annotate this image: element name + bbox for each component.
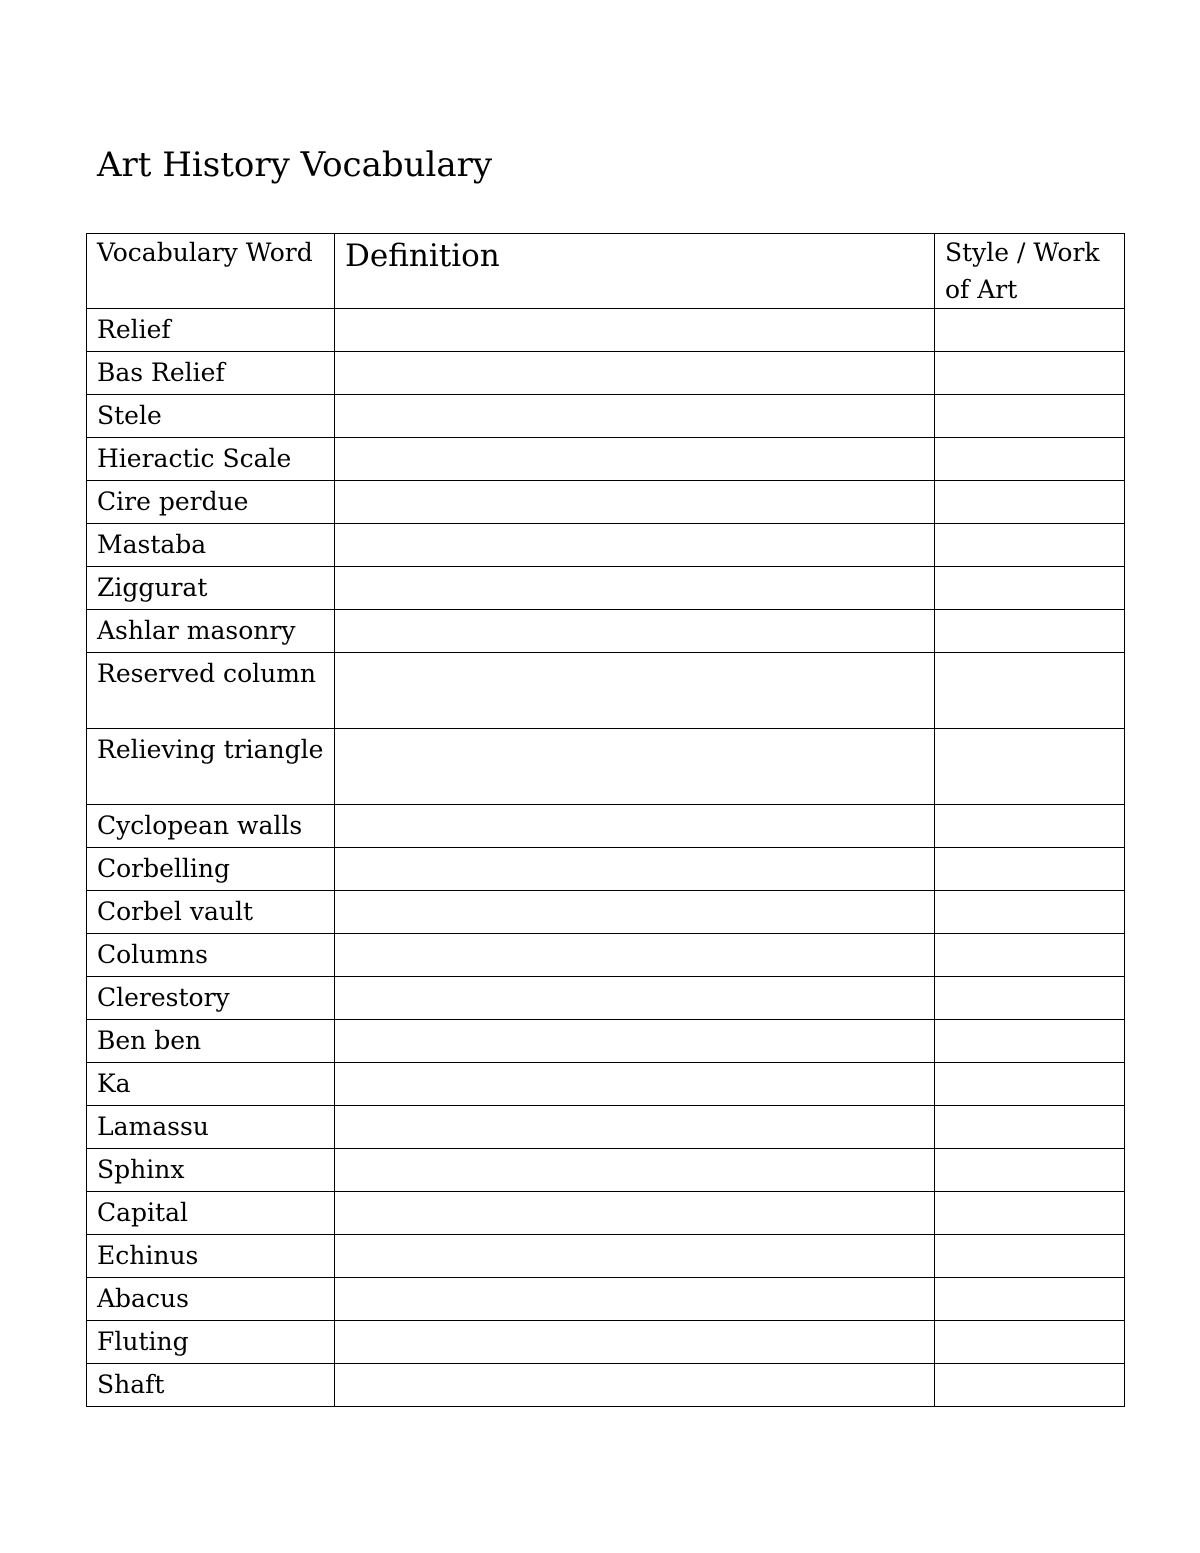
vocabulary-word: Capital xyxy=(97,1198,188,1227)
style-work-of-art-cell[interactable] xyxy=(935,1063,1125,1106)
vocabulary-word-cell xyxy=(87,352,335,395)
table-row xyxy=(87,352,1125,395)
table-row xyxy=(87,1278,1125,1321)
vocabulary-word-cell xyxy=(87,977,335,1020)
definition-cell[interactable] xyxy=(335,1063,935,1106)
definition-cell[interactable] xyxy=(335,309,935,352)
table-row xyxy=(87,395,1125,438)
vocabulary-word: Mastaba xyxy=(97,530,207,559)
style-work-of-art-cell[interactable] xyxy=(935,653,1125,729)
definition-cell[interactable] xyxy=(335,934,935,977)
table-row xyxy=(87,567,1125,610)
style-work-of-art-cell[interactable] xyxy=(935,1321,1125,1364)
table-row xyxy=(87,1321,1125,1364)
vocabulary-word: Shaft xyxy=(97,1370,165,1399)
style-work-of-art-cell[interactable] xyxy=(935,438,1125,481)
vocabulary-word: Bas Relief xyxy=(97,358,225,387)
definition-cell[interactable] xyxy=(335,1235,935,1278)
table-row xyxy=(87,1364,1125,1407)
vocabulary-word-cell xyxy=(87,309,335,352)
vocabulary-word-cell xyxy=(87,1364,335,1407)
style-work-of-art-cell[interactable] xyxy=(935,1278,1125,1321)
column-header-style-work-of-art: Style / Work of Art xyxy=(935,234,1125,309)
style-work-of-art-cell[interactable] xyxy=(935,1020,1125,1063)
table-row xyxy=(87,653,1125,729)
style-work-of-art-cell[interactable] xyxy=(935,1192,1125,1235)
definition-cell[interactable] xyxy=(335,352,935,395)
definition-cell[interactable] xyxy=(335,438,935,481)
style-work-of-art-cell[interactable] xyxy=(935,1235,1125,1278)
definition-cell[interactable] xyxy=(335,524,935,567)
vocabulary-word-cell xyxy=(87,481,335,524)
style-work-of-art-cell[interactable] xyxy=(935,1364,1125,1407)
table-row xyxy=(87,610,1125,653)
table-row xyxy=(87,891,1125,934)
definition-cell[interactable] xyxy=(335,395,935,438)
vocabulary-word-cell xyxy=(87,1278,335,1321)
table-row xyxy=(87,1106,1125,1149)
definition-cell[interactable] xyxy=(335,1149,935,1192)
table-row xyxy=(87,848,1125,891)
definition-cell[interactable] xyxy=(335,1106,935,1149)
vocabulary-word-cell xyxy=(87,438,335,481)
definition-cell[interactable] xyxy=(335,729,935,805)
table-row xyxy=(87,438,1125,481)
vocabulary-word: Lamassu xyxy=(97,1112,209,1141)
vocabulary-word: Ben ben xyxy=(97,1026,202,1055)
style-work-of-art-cell[interactable] xyxy=(935,977,1125,1020)
style-work-of-art-cell[interactable] xyxy=(935,891,1125,934)
vocabulary-word-cell xyxy=(87,805,335,848)
style-work-of-art-cell[interactable] xyxy=(935,395,1125,438)
vocabulary-word-cell xyxy=(87,524,335,567)
vocabulary-word: Hieractic Scale xyxy=(97,444,292,473)
style-work-of-art-cell[interactable] xyxy=(935,610,1125,653)
style-work-of-art-cell[interactable] xyxy=(935,567,1125,610)
vocabulary-word-cell xyxy=(87,1149,335,1192)
vocabulary-word: Corbel vault xyxy=(97,897,254,926)
definition-cell[interactable] xyxy=(335,805,935,848)
table-row xyxy=(87,1063,1125,1106)
definition-cell[interactable] xyxy=(335,1278,935,1321)
definition-cell[interactable] xyxy=(335,610,935,653)
vocabulary-word: Fluting xyxy=(97,1327,189,1356)
vocabulary-word: Echinus xyxy=(97,1241,199,1270)
vocabulary-word: Sphinx xyxy=(97,1155,185,1184)
vocabulary-word-cell xyxy=(87,1106,335,1149)
vocabulary-word-cell xyxy=(87,1063,335,1106)
table-row xyxy=(87,977,1125,1020)
vocabulary-word-cell xyxy=(87,934,335,977)
vocabulary-word: Abacus xyxy=(97,1284,189,1313)
vocabulary-word: Reserved column xyxy=(97,659,317,688)
column-header-definition: Definition xyxy=(335,234,935,309)
vocabulary-word: Cyclopean walls xyxy=(97,811,303,840)
definition-cell[interactable] xyxy=(335,1192,935,1235)
definition-cell[interactable] xyxy=(335,891,935,934)
vocabulary-word: Stele xyxy=(97,401,162,430)
table-row xyxy=(87,1149,1125,1192)
vocabulary-word: Ashlar masonry xyxy=(97,616,296,645)
style-work-of-art-cell[interactable] xyxy=(935,524,1125,567)
definition-cell[interactable] xyxy=(335,1020,935,1063)
vocabulary-word: Corbelling xyxy=(97,854,231,883)
vocabulary-table xyxy=(86,233,1125,1407)
vocabulary-word: Columns xyxy=(97,940,208,969)
style-work-of-art-cell[interactable] xyxy=(935,1106,1125,1149)
vocabulary-word: Cire perdue xyxy=(97,487,249,516)
vocabulary-word-cell xyxy=(87,1020,335,1063)
table-row xyxy=(87,934,1125,977)
table-row xyxy=(87,1235,1125,1278)
table-header-row xyxy=(87,234,1125,309)
table-row xyxy=(87,1192,1125,1235)
vocabulary-word-cell xyxy=(87,567,335,610)
definition-cell[interactable] xyxy=(335,481,935,524)
vocabulary-word: Ka xyxy=(97,1069,131,1098)
style-work-of-art-cell[interactable] xyxy=(935,934,1125,977)
vocabulary-word-cell xyxy=(87,848,335,891)
style-work-of-art-cell[interactable] xyxy=(935,481,1125,524)
vocabulary-word: Relieving triangle xyxy=(97,735,324,764)
vocabulary-word-cell xyxy=(87,395,335,438)
style-work-of-art-cell[interactable] xyxy=(935,309,1125,352)
definition-cell[interactable] xyxy=(335,567,935,610)
table-row xyxy=(87,729,1125,805)
vocabulary-word-cell xyxy=(87,891,335,934)
vocabulary-word-cell xyxy=(87,1321,335,1364)
page-title: Art History Vocabulary xyxy=(97,145,493,185)
vocabulary-word-cell xyxy=(87,653,335,729)
vocabulary-word-cell xyxy=(87,610,335,653)
vocabulary-word: Ziggurat xyxy=(97,573,208,602)
style-work-of-art-cell[interactable] xyxy=(935,848,1125,891)
table-row xyxy=(87,309,1125,352)
vocabulary-word: Clerestory xyxy=(97,983,230,1012)
style-work-of-art-cell[interactable] xyxy=(935,805,1125,848)
table-body xyxy=(87,309,1125,1407)
table-row xyxy=(87,1020,1125,1063)
definition-cell[interactable] xyxy=(335,1321,935,1364)
style-work-of-art-cell[interactable] xyxy=(935,1149,1125,1192)
definition-cell[interactable] xyxy=(335,977,935,1020)
style-work-of-art-cell[interactable] xyxy=(935,352,1125,395)
table-row xyxy=(87,805,1125,848)
vocabulary-word-cell xyxy=(87,1192,335,1235)
vocabulary-word-cell xyxy=(87,1235,335,1278)
column-header-vocabulary-word: Vocabulary Word xyxy=(87,234,335,309)
vocabulary-word: Relief xyxy=(97,315,171,344)
style-work-of-art-cell[interactable] xyxy=(935,729,1125,805)
definition-cell[interactable] xyxy=(335,653,935,729)
definition-cell[interactable] xyxy=(335,1364,935,1407)
definition-cell[interactable] xyxy=(335,848,935,891)
table-row xyxy=(87,524,1125,567)
vocabulary-word-cell xyxy=(87,729,335,805)
table-row xyxy=(87,481,1125,524)
